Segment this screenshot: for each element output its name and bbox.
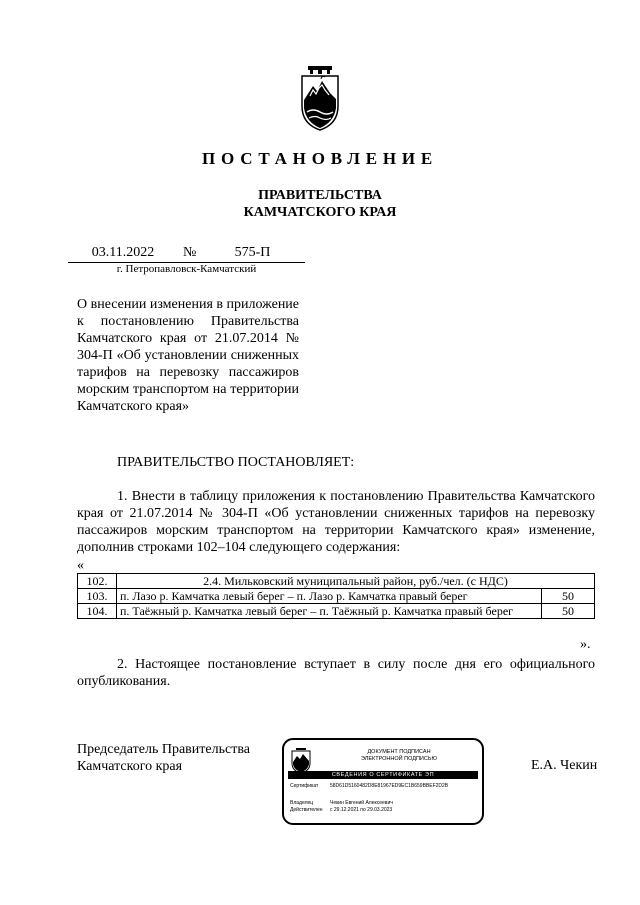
stamp-owner-label: Владелец bbox=[290, 800, 314, 806]
e-signature-stamp bbox=[282, 738, 484, 825]
row-route: п. Лазо р. Камчатка левый берег – п. Лазо р. Камчатка правый берег bbox=[117, 589, 542, 604]
row-number: 104. bbox=[78, 604, 117, 619]
stamp-owner-row bbox=[290, 800, 393, 806]
row-tariff: 50 bbox=[542, 604, 595, 619]
signatory-position-line-1: Председатель Правительства bbox=[77, 742, 250, 757]
quote-open: « bbox=[77, 558, 84, 573]
document-title: ПОСТАНОВЛЕНИЕ bbox=[201, 149, 439, 168]
stamp-validity-label: Действителен bbox=[290, 807, 323, 813]
stamp-owner-value: Чекин Евгений Алексеевич bbox=[330, 800, 393, 806]
issue-city: г. Петропавловск-Камчатский bbox=[116, 263, 257, 275]
amendment-table bbox=[77, 573, 595, 619]
paragraph-2: 2. Настоящее постановление вступает в силу после дня его официального опубликования. bbox=[77, 657, 595, 689]
coat-of-arms-icon bbox=[300, 66, 340, 132]
quote-close: ». bbox=[580, 637, 591, 652]
stamp-heading-line-1: ДОКУМЕНТ ПОДПИСАН bbox=[367, 749, 431, 755]
row-number: 102. bbox=[78, 574, 117, 589]
number-sign: № bbox=[183, 245, 197, 260]
stamp-certificate-row bbox=[290, 783, 460, 789]
stamp-heading bbox=[320, 749, 478, 763]
row-tariff: 50 bbox=[542, 589, 595, 604]
stamp-certificate-label: Сертификат bbox=[290, 783, 319, 789]
decree-phrase: ПРАВИТЕЛЬСТВО ПОСТАНОВЛЯЕТ: bbox=[117, 455, 355, 470]
signatory-position-line-2: Камчатского края bbox=[77, 759, 183, 774]
row-number: 103. bbox=[78, 589, 117, 604]
stamp-validity-value: с 29.12.2021 по 29.03.2023 bbox=[330, 807, 393, 813]
signatory-name: Е.А. Чекин bbox=[531, 758, 598, 773]
issuer-line-2: КАМЧАТСКОГО КРАЯ bbox=[243, 205, 397, 220]
document-subject: О внесении изменения в приложение к постановлению Правительства Камчатского края от 21.07.2014 № 304-П «Об установлении сниженных тарифов на перевозку пассажиров морским транспортом на территории Камчатского края» bbox=[77, 297, 300, 414]
stamp-validity-row bbox=[290, 807, 392, 813]
stamp-heading-line-2: ЭЛЕКТРОННОЙ ПОДПИСЬЮ bbox=[360, 756, 438, 762]
table-row bbox=[78, 589, 595, 604]
row-section-heading: 2.4. Мильковский муниципальный район, руб./чел. (с НДС) bbox=[117, 574, 595, 589]
paragraph-1: 1. Внести в таблицу приложения к постановлению Правительства Камчатского края от 21.07.2014 № 304-П «Об установлении сниженных тарифов на перевозку пассажиров морским транспортом на территории Камчатского края» изменение, дополнив строками 102–104 следующего содержания: bbox=[77, 489, 595, 555]
table-row bbox=[78, 604, 595, 619]
table-row bbox=[78, 574, 595, 589]
row-route: п. Таёжный р. Камчатка левый берег – п. Таёжный р. Камчатка правый берег bbox=[117, 604, 542, 619]
signatory-position bbox=[77, 741, 250, 775]
issuer-line-1: ПРАВИТЕЛЬСТВА bbox=[258, 188, 382, 203]
document-date: 03.11.2022 bbox=[91, 245, 155, 260]
document-number: 575-П bbox=[234, 245, 271, 260]
stamp-certificate-value: 58D61D5160482D8E81967ED9ЕС1В659ВВЕF2D2В bbox=[330, 783, 449, 789]
stamp-certificate-bar: СВЕДЕНИЯ О СЕРТИФИКАТЕ ЭП bbox=[288, 771, 478, 779]
